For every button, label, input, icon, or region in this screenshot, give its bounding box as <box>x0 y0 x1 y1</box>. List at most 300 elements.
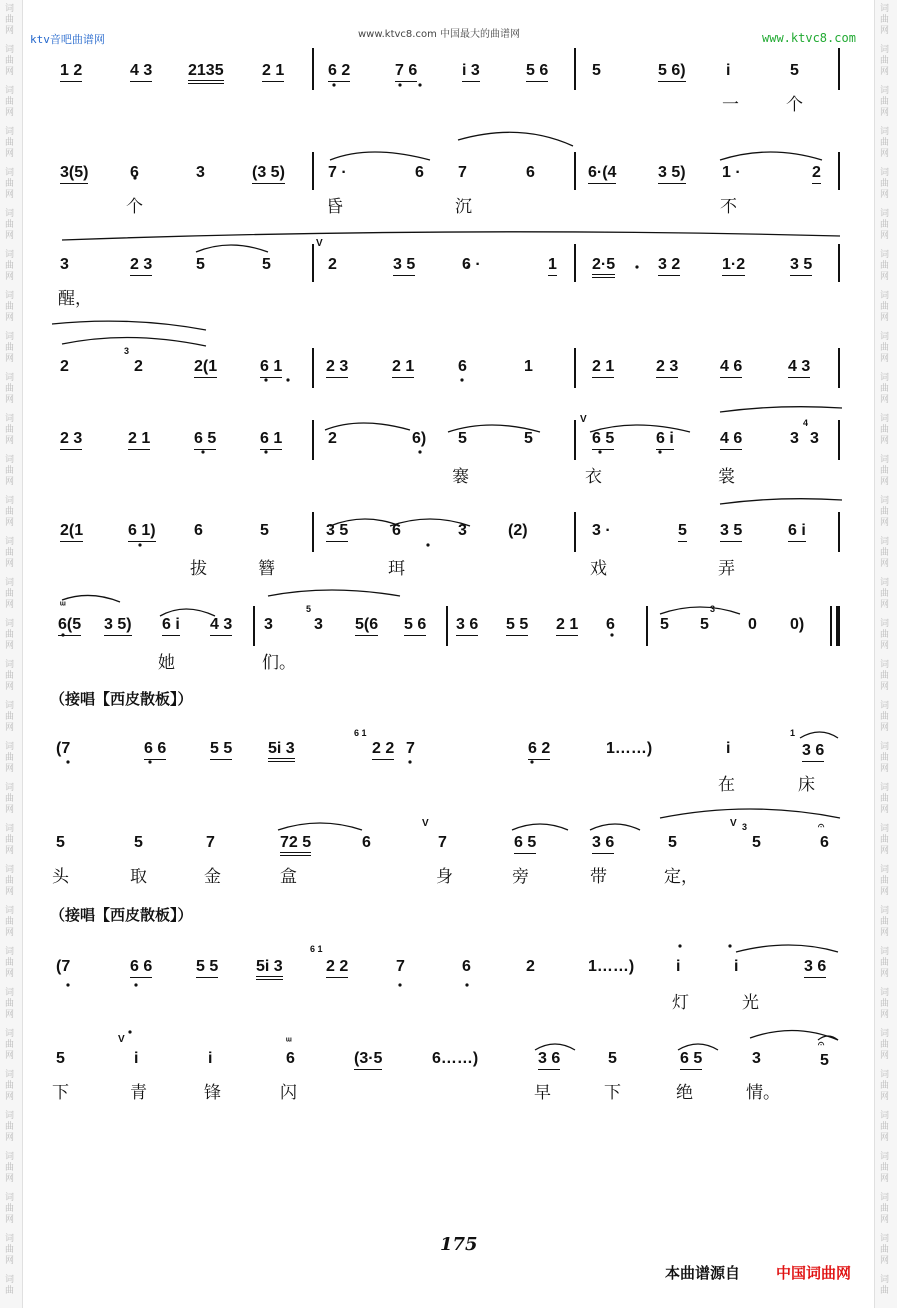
watermark-char: 网 <box>5 1174 15 1184</box>
watermark-char: 词 <box>5 86 15 96</box>
note: 7 · <box>328 164 347 181</box>
watermark-char: 词 <box>5 578 15 588</box>
slur-arc <box>160 609 215 616</box>
note: 5(6 <box>355 616 378 636</box>
watermark-char: 词 <box>5 168 15 178</box>
watermark-char: 曲 <box>880 548 890 558</box>
section-label: （接唱【西皮散板】） <box>50 906 193 924</box>
note: 1 2 <box>60 62 82 82</box>
grace-note: 1 <box>790 728 796 738</box>
note: 2 2 <box>372 740 394 760</box>
watermark-char: 曲 <box>880 712 890 722</box>
lyric: 情。 <box>746 1083 780 1103</box>
watermark-char: 网 <box>880 108 890 118</box>
watermark-char: 词 <box>880 1193 890 1203</box>
watermark-char: 网 <box>5 190 15 200</box>
note: 3 <box>752 1050 761 1067</box>
watermark-char: 词 <box>5 250 15 260</box>
watermark-char: 曲 <box>880 261 890 271</box>
watermark-char: 网 <box>880 436 890 446</box>
lyric: 不 <box>720 197 737 217</box>
watermark-char: 曲 <box>5 958 15 968</box>
watermark-char: 曲 <box>880 876 890 886</box>
lyric: 闪 <box>280 1083 297 1103</box>
note: 5 <box>700 616 709 633</box>
watermark-char: 词 <box>5 906 15 916</box>
slur-arc <box>325 423 410 430</box>
note: i <box>676 958 681 975</box>
note: 2 2 <box>326 958 348 978</box>
watermark-char: 词 <box>880 865 890 875</box>
note: 6 <box>194 522 203 539</box>
lyric: 灯 <box>672 993 689 1013</box>
lyric: 衣 <box>585 467 602 487</box>
slur-arc <box>590 824 640 830</box>
note: 6 5 <box>194 430 216 450</box>
note: 3 <box>314 616 323 633</box>
watermark-char: 网 <box>880 1051 890 1061</box>
slur-arc <box>278 823 362 830</box>
note: 6 5 <box>514 834 536 854</box>
watermark-char: 曲 <box>5 712 15 722</box>
watermark-char: 网 <box>880 969 890 979</box>
watermark-char: 网 <box>880 395 890 405</box>
note: 3 <box>60 256 69 273</box>
bar-line <box>838 48 840 90</box>
watermark-char: 网 <box>5 354 15 364</box>
note: (7 <box>56 740 71 757</box>
note: 5 <box>752 834 761 851</box>
note: 1……) <box>606 740 653 757</box>
watermark-char: 词 <box>5 1193 15 1203</box>
watermark-char: 词 <box>880 4 890 14</box>
note: 3 5 <box>393 256 415 276</box>
watermark-char: 词 <box>5 209 15 219</box>
note: i <box>734 958 739 975</box>
watermark-char: 词 <box>5 4 15 14</box>
fermata-mark: 𝄐 <box>818 1038 825 1050</box>
bar-line <box>838 420 840 460</box>
lyric: 取 <box>130 867 147 887</box>
note: 3 5 <box>326 522 348 542</box>
watermark-char: 网 <box>880 313 890 323</box>
note: 4 3 <box>788 358 810 378</box>
watermark-char: 词 <box>880 701 890 711</box>
watermark-char: 词 <box>5 1275 15 1285</box>
bar-line <box>830 606 832 646</box>
lyric: 她 <box>158 653 175 673</box>
fermata-mark: 𝄐 <box>818 820 825 832</box>
note: 3 <box>196 164 205 181</box>
watermark-char: 曲 <box>5 138 15 148</box>
note: 3(5) <box>60 164 88 184</box>
note: 6 <box>130 164 139 181</box>
watermark-char: 词 <box>880 373 890 383</box>
note: 6 <box>462 958 471 975</box>
watermark-char: 曲 <box>5 1122 15 1132</box>
lyric: 弄 <box>718 559 735 579</box>
note: 5 <box>134 834 143 851</box>
note: 2 <box>60 358 69 375</box>
note: 6 2 <box>528 740 550 760</box>
note: 3 5) <box>104 616 132 636</box>
watermark-char: 词 <box>5 414 15 424</box>
note: 2 1 <box>556 616 578 636</box>
note: (7 <box>56 958 71 975</box>
watermark-char: 词 <box>880 1275 890 1285</box>
note: 6) <box>412 430 427 447</box>
bar-line <box>312 48 314 90</box>
watermark-char: 网 <box>5 559 15 569</box>
grace-note: 3 <box>710 604 716 614</box>
bar-line <box>312 244 314 282</box>
watermark-char: 曲 <box>5 425 15 435</box>
watermark-char: 曲 <box>880 425 890 435</box>
slur-arc <box>330 152 430 160</box>
bar-line <box>838 348 840 388</box>
lyric: 带 <box>590 867 607 887</box>
watermark-char: 词 <box>5 1111 15 1121</box>
watermark-char: 词 <box>880 783 890 793</box>
note: (3 5) <box>252 164 285 184</box>
watermark-char: 曲 <box>5 671 15 681</box>
watermark-char: 网 <box>880 1092 890 1102</box>
watermark-char: 词 <box>880 414 890 424</box>
note: 6 5 <box>680 1050 702 1070</box>
note: 3 6 <box>802 742 824 762</box>
watermark-char: 词 <box>880 947 890 957</box>
header-left-site[interactable]: ktv音吧曲谱网 <box>30 33 105 46</box>
watermark-char: 曲 <box>880 1204 890 1214</box>
watermark-char: 曲 <box>5 753 15 763</box>
watermark-char: 网 <box>880 1174 890 1184</box>
watermark-char: 曲 <box>880 179 890 189</box>
lyric: 个 <box>126 197 143 217</box>
watermark-char: 词 <box>5 1070 15 1080</box>
final-bar-line <box>836 606 840 646</box>
note: 5 <box>660 616 669 633</box>
header-right-site[interactable]: www.ktvc8.com <box>762 31 856 45</box>
note: 72 5 <box>280 834 311 856</box>
watermark-char: 网 <box>5 969 15 979</box>
note: 3 5) <box>658 164 686 184</box>
slur-arc <box>720 152 822 160</box>
watermark-char: 曲 <box>5 794 15 804</box>
watermark-char: 词 <box>5 1029 15 1039</box>
note: 6 <box>526 164 535 181</box>
lyric: 醒， <box>58 289 92 309</box>
watermark-char: 曲 <box>880 1286 890 1296</box>
lyric: 一 <box>722 95 739 115</box>
slur-arc <box>736 945 838 952</box>
lyric: 珥 <box>388 559 405 579</box>
note: 6 1 <box>260 430 282 450</box>
note: 2(1 <box>194 358 217 378</box>
watermark-char: 词 <box>5 742 15 752</box>
note: 2 1 <box>128 430 150 450</box>
breath-mark: V <box>422 818 429 829</box>
watermark-char: 网 <box>5 149 15 159</box>
bar-line <box>574 420 576 460</box>
watermark-char: 词 <box>880 619 890 629</box>
grace-note: 5 <box>306 604 312 614</box>
slur-arc <box>750 1030 838 1040</box>
bar-line <box>574 348 576 388</box>
breath-mark: V <box>730 818 737 829</box>
grace-note: 3 <box>742 822 748 832</box>
watermark-char: 曲 <box>880 794 890 804</box>
watermark-char: 网 <box>880 600 890 610</box>
watermark-char: 曲 <box>5 589 15 599</box>
lyric: 身 <box>436 867 453 887</box>
watermark-char: 曲 <box>5 302 15 312</box>
note: 3 5 <box>790 256 812 276</box>
note: 3 <box>458 522 467 539</box>
footer-source-label: 本曲谱源自 <box>665 1264 741 1282</box>
note: 4 6 <box>720 358 742 378</box>
lyric: 沉 <box>455 197 472 217</box>
watermark-char: 网 <box>5 600 15 610</box>
note: 3 6 <box>538 1050 560 1070</box>
watermark-char: 词 <box>5 1234 15 1244</box>
lyric: 床 <box>798 775 815 795</box>
watermark-char: 网 <box>5 1215 15 1225</box>
watermark-char: 词 <box>880 578 890 588</box>
lyric: 昏 <box>326 197 343 217</box>
bar-line <box>838 244 840 282</box>
watermark-char: 网 <box>880 928 890 938</box>
watermark-char: 曲 <box>5 630 15 640</box>
note: 5 6 <box>404 616 426 636</box>
bar-line <box>838 512 840 552</box>
note: 2 <box>134 358 143 375</box>
watermark-char: 曲 <box>5 548 15 558</box>
slur-arc <box>196 245 268 252</box>
breath-mark: V <box>118 1034 125 1045</box>
slur-arc <box>62 232 840 240</box>
watermark-char: 网 <box>880 190 890 200</box>
watermark-char: 曲 <box>880 1081 890 1091</box>
watermark-char: 网 <box>880 764 890 774</box>
watermark-char: 曲 <box>880 97 890 107</box>
note: 3 <box>810 430 819 447</box>
watermark-char: 网 <box>5 805 15 815</box>
section-label: （接唱【西皮散板】） <box>50 690 193 708</box>
watermark-char: 曲 <box>5 15 15 25</box>
watermark-char: 词 <box>880 250 890 260</box>
watermark-char: 词 <box>880 127 890 137</box>
note: 3 6 <box>456 616 478 636</box>
watermark-char: 网 <box>880 723 890 733</box>
watermark-char: 网 <box>5 272 15 282</box>
watermark-char: 曲 <box>5 179 15 189</box>
note: 5i 3 <box>268 740 295 762</box>
note: 5 5 <box>506 616 528 636</box>
grace-note: 6 1 <box>310 944 323 954</box>
watermark-char: 词 <box>880 906 890 916</box>
slur-arc <box>62 337 206 346</box>
note: 7 <box>406 740 415 757</box>
watermark-char: 网 <box>5 887 15 897</box>
bar-line <box>312 348 314 388</box>
note: 1·2 <box>722 256 745 276</box>
slur-arc <box>720 499 842 504</box>
grace-note: 4 <box>803 418 809 428</box>
watermark-char: 词 <box>880 1070 890 1080</box>
note: 3 2 <box>658 256 680 276</box>
watermark-char: 网 <box>880 1256 890 1266</box>
watermark-char: 曲 <box>880 835 890 845</box>
note: 7 <box>438 834 447 851</box>
note: 3 <box>790 430 799 447</box>
note: 2 <box>328 256 337 273</box>
watermark-char: 网 <box>880 354 890 364</box>
watermark-char: 网 <box>5 395 15 405</box>
note: 7 <box>458 164 467 181</box>
note: 5 6 <box>526 62 548 82</box>
note: 2 <box>328 430 337 447</box>
watermark-char: 网 <box>5 518 15 528</box>
watermark-char: 曲 <box>880 753 890 763</box>
watermark-char: 曲 <box>5 1204 15 1214</box>
watermark-char: 曲 <box>880 917 890 927</box>
watermark-char: 曲 <box>5 1245 15 1255</box>
note: 6 <box>458 358 467 375</box>
note: 6……) <box>432 1050 479 1067</box>
note: 2 1 <box>392 358 414 378</box>
watermark-char: 曲 <box>880 1122 890 1132</box>
note: (2) <box>508 522 528 539</box>
lyric: 裳 <box>718 467 735 487</box>
lyric: 簪 <box>258 559 275 579</box>
note: 0 <box>748 616 757 633</box>
watermark-char: 词 <box>880 86 890 96</box>
page-number: 175 <box>440 1234 478 1255</box>
watermark-char: 词 <box>880 168 890 178</box>
watermark-char: 词 <box>5 783 15 793</box>
header-center-site[interactable]: www.ktvc8.com 中国最大的曲谱网 <box>358 29 521 40</box>
bar-line <box>574 48 576 90</box>
note: 5 <box>608 1050 617 1067</box>
note: 2 3 <box>656 358 678 378</box>
watermark-char: 曲 <box>880 56 890 66</box>
note: 5 <box>196 256 205 273</box>
note: 3 6 <box>592 834 614 854</box>
bar-line <box>574 152 576 190</box>
watermark-char: 词 <box>880 988 890 998</box>
mordent-mark: ᵚ <box>286 1036 292 1047</box>
note: 6 <box>606 616 615 633</box>
watermark-char: 网 <box>5 764 15 774</box>
watermark-char: 曲 <box>5 999 15 1009</box>
note: 5 5 <box>210 740 232 760</box>
watermark-char: 词 <box>5 865 15 875</box>
note: 2 3 <box>60 430 82 450</box>
watermark-char: 曲 <box>880 302 890 312</box>
lyric: 早 <box>534 1083 551 1103</box>
slur-arc <box>62 595 120 602</box>
watermark-char: 词 <box>880 660 890 670</box>
watermark-char: 网 <box>880 231 890 241</box>
note: 5 <box>592 62 601 79</box>
note: 1 · <box>722 164 741 181</box>
watermark-char: 曲 <box>5 261 15 271</box>
watermark-char: 词 <box>5 824 15 834</box>
watermark-char: 网 <box>5 67 15 77</box>
watermark-char: 词 <box>880 496 890 506</box>
note: i <box>726 62 731 79</box>
watermark-char: 曲 <box>880 507 890 517</box>
note: 5 6) <box>658 62 686 82</box>
note: 5 5 <box>196 958 218 978</box>
note: 2 1 <box>262 62 284 82</box>
watermark-char: 网 <box>880 682 890 692</box>
mordent-mark: ᵚ <box>60 600 66 611</box>
watermark-char: 词 <box>5 291 15 301</box>
lyric: 在 <box>718 775 735 795</box>
watermark-char: 网 <box>5 477 15 487</box>
footer-source-link[interactable]: 中国词曲网 <box>776 1264 852 1282</box>
note: 6(5 <box>58 616 81 636</box>
note: 3 <box>264 616 273 633</box>
watermark-char: 词 <box>5 496 15 506</box>
breath-mark: V <box>580 414 587 425</box>
watermark-char: 网 <box>880 805 890 815</box>
note: 5 <box>260 522 269 539</box>
watermark-char: 网 <box>5 1256 15 1266</box>
watermark-char: 词 <box>880 45 890 55</box>
watermark-char: 曲 <box>5 1081 15 1091</box>
note: i <box>208 1050 213 1067</box>
note: 4 6 <box>720 430 742 450</box>
watermark-char: 词 <box>5 988 15 998</box>
note: (3·5 <box>354 1050 382 1070</box>
watermark-char: 网 <box>880 518 890 528</box>
watermark-char: 词 <box>880 291 890 301</box>
slur-arc <box>660 607 740 614</box>
watermark-char: 曲 <box>880 466 890 476</box>
grace-note: 3 <box>124 346 130 356</box>
note: 5 <box>668 834 677 851</box>
watermark-char: 曲 <box>5 1163 15 1173</box>
lyric: 戏 <box>590 559 607 579</box>
watermark-char: 词 <box>5 660 15 670</box>
note: 5i 3 <box>256 958 283 980</box>
watermark-char: 曲 <box>5 384 15 394</box>
slur-arc <box>800 732 838 738</box>
watermark-char: 网 <box>880 887 890 897</box>
note: i 3 <box>462 62 480 82</box>
note: 6 2 <box>328 62 350 82</box>
note: 5 <box>56 1050 65 1067</box>
bar-line <box>253 606 255 646</box>
note: 6 6 <box>130 958 152 978</box>
note: 5 <box>790 62 799 79</box>
watermark-char: 词 <box>5 45 15 55</box>
slur-arc <box>52 321 206 330</box>
note: 7 6 <box>395 62 417 82</box>
watermark-char: 网 <box>880 477 890 487</box>
note: i <box>726 740 731 757</box>
watermark-char: 词 <box>880 455 890 465</box>
watermark-char: 词 <box>5 127 15 137</box>
note: 5 <box>458 430 467 447</box>
lyric: 定， <box>664 867 698 887</box>
lyric: 褰 <box>452 467 469 487</box>
watermark-char: 曲 <box>880 671 890 681</box>
watermark-char: 网 <box>880 846 890 856</box>
note: 6 i <box>162 616 180 636</box>
